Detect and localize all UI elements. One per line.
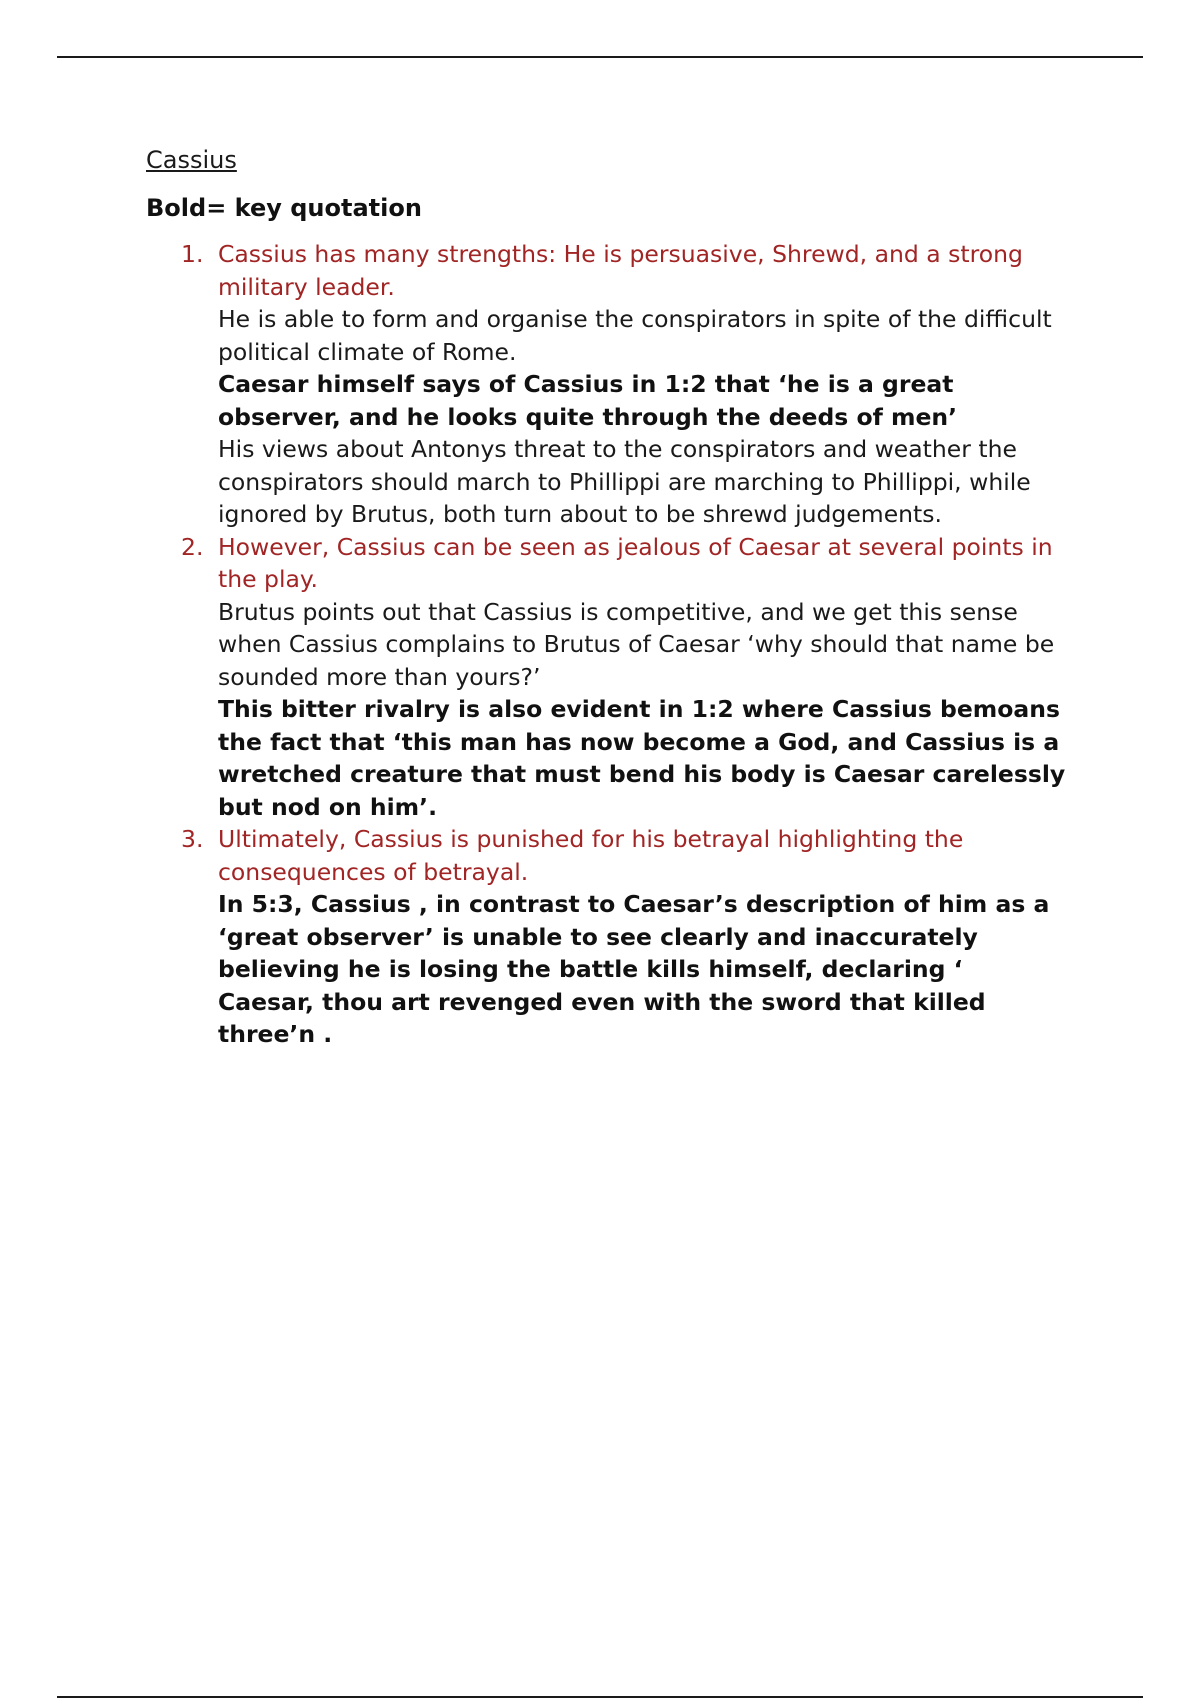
key-quotation: In 5:3, Cassius , in contrast to Caesar’s description of him as a ‘great observer’ is unable to see clearly and inaccurately believing he is losing the battle kills himself, declaring ‘ Caesar, thou art revenged even with the sword that killed three’n .	[218, 890, 1050, 1048]
legend-note: Bold= key quotation	[146, 194, 422, 222]
key-quotation: This bitter rivalry is also evident in 1:2 where Cassius bemoans the fact that ‘this man has now become a God, and Cassius is a wretched creature that must bend his body is Caesar carelessly but nod on him’.	[218, 695, 1066, 821]
key-quotation: Caesar himself says of Cassius in 1:2 that ‘he is a great observer, and he looks quite through the deeds of men’	[218, 370, 958, 431]
point-heading: However, Cassius can be seen as jealous of Caesar at several points in the play.	[218, 532, 1053, 593]
list-number: 3.	[181, 825, 204, 853]
point-paragraph: His views about Antonys threat to the conspirators and weather the conspirators should march to Phillippi are marching to Phillippi, while ignored by Brutus, both turn about to be shrewd judgements.	[218, 435, 1031, 528]
header-rule	[57, 56, 1143, 58]
list-item	[146, 823, 1066, 1051]
document-title: Cassius	[146, 146, 237, 174]
list-item	[146, 531, 1066, 824]
points-list	[146, 238, 1066, 1051]
list-number: 1.	[181, 240, 204, 268]
footer-rule	[57, 1696, 1143, 1698]
document-body	[146, 140, 1066, 1051]
point-paragraph: He is able to form and organise the conspirators in spite of the difficult political climate of Rome.	[218, 305, 1052, 366]
list-item	[146, 238, 1066, 531]
point-paragraph: Brutus points out that Cassius is competitive, and we get this sense when Cassius complains to Brutus of Caesar ‘why should that name be sounded more than yours?’	[218, 597, 1055, 691]
point-heading: Ultimately, Cassius is punished for his betrayal highlighting the consequences of betrayal.	[218, 825, 964, 886]
list-number: 2.	[181, 532, 204, 561]
point-heading: Cassius has many strengths: He is persuasive, Shrewd, and a strong military leader.	[218, 240, 1023, 301]
